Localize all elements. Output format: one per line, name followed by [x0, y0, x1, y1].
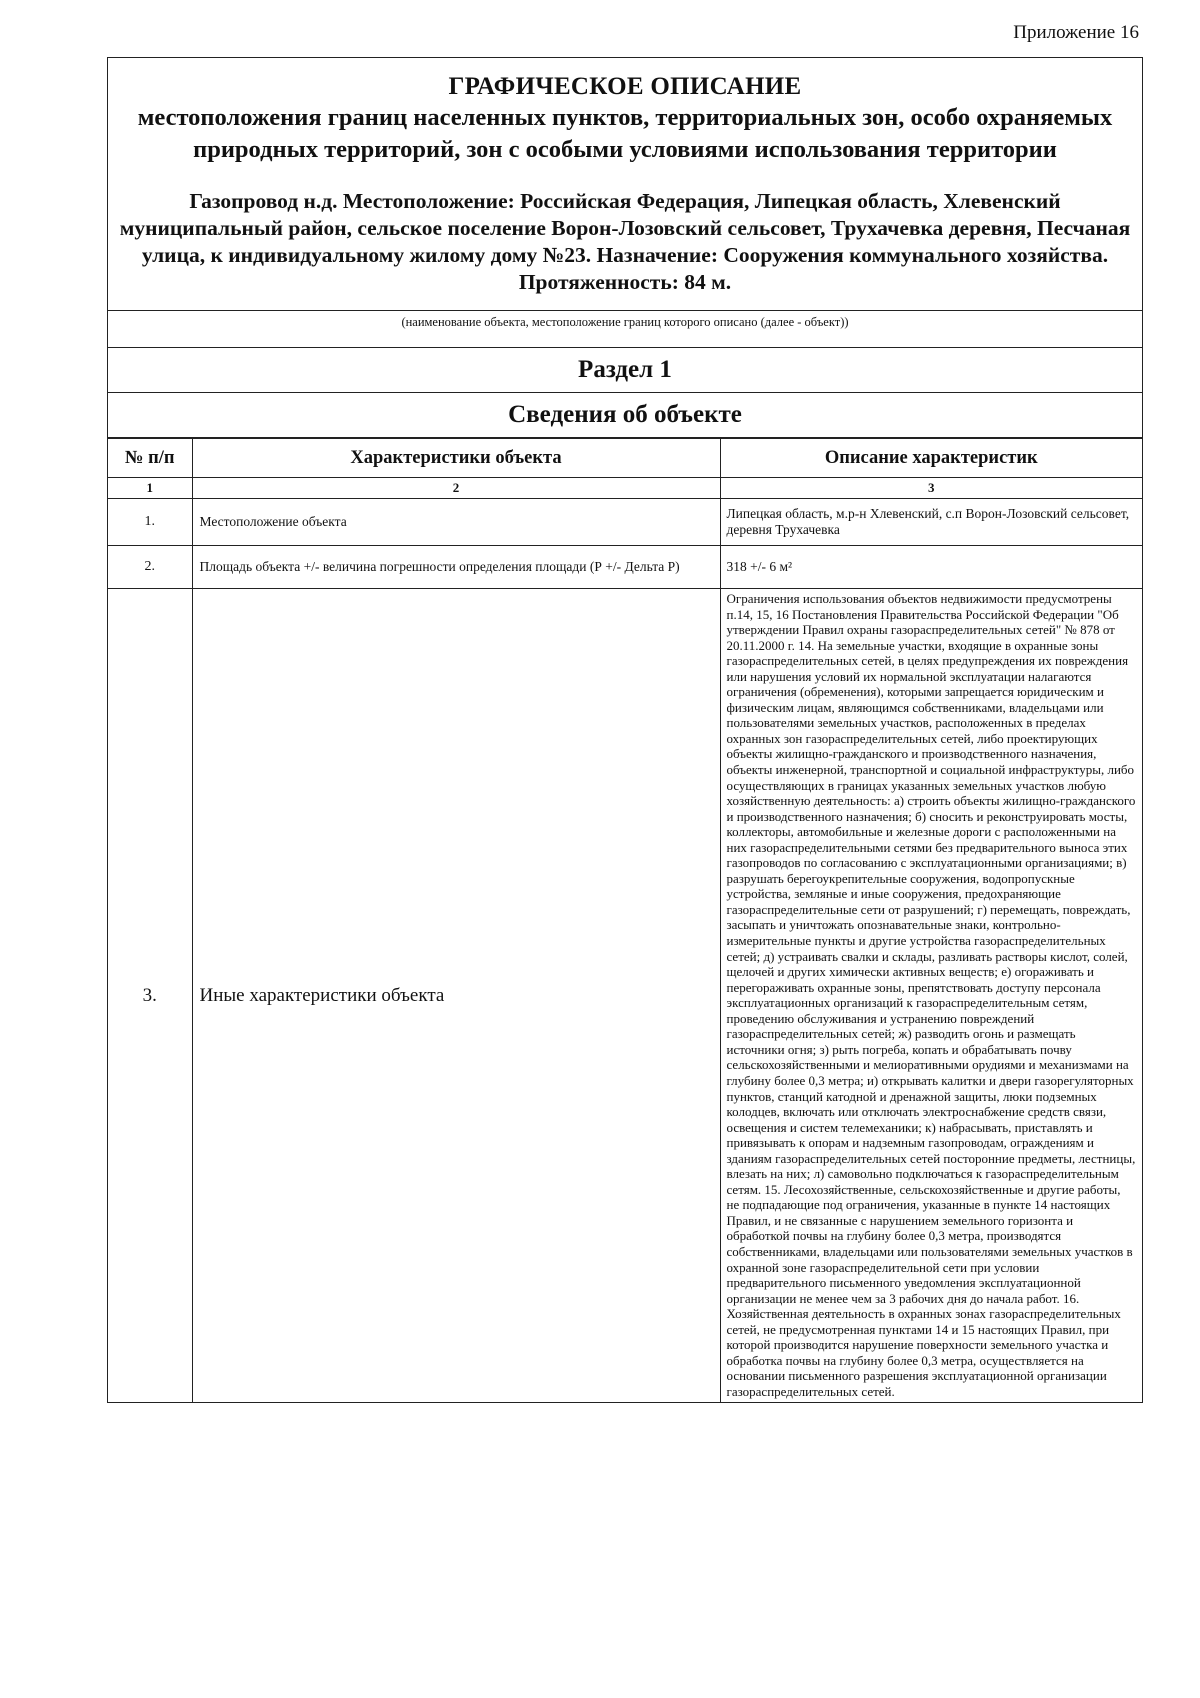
object-info-table [108, 438, 1142, 1403]
row-characteristic: Местоположение объекта [192, 499, 720, 546]
row-description: Ограничения использования объектов недвижимости предусмотрены п.14, 15, 16 Постановления Правительства Российской Федерации "Об утверждении Правил охраны газораспределительных сетей" № 878 от 20.11.2000 г. 14. На земельные участки, входящие в охранные зоны газораспределительных сетей, в целях предупреждения их повреждения или нарушения условий их нормальной эксплуатации налагаются ограничения (обременения), которыми запрещается юридическим и физическим лицам, являющимся собственниками, владельцами или пользователями земельных участков, расположенных в пределах охранных зон газораспределительных сетей, либо проектирующих объекты жилищно-гражданского и производственного назначения, объекты инженерной, транспортной и социальной инфраструктуры, либо осуществляющих в границах указанных земельных участков любую хозяйственную деятельность: а) строить объекты жилищно-гражданского и производственного назначения; б) сносить и реконструировать мосты, коллекторы, автомобильные и железные дороги с расположенными на них газораспределительными сетями без предварительного выноса этих газопроводов по согласованию с эксплуатационными организациями; в) разрушать берегоукрепительные сооружения, водопропускные устройства, земляные и иные сооружения, предохраняющие газораспределительные сети от разрушений; г) перемещать, повреждать, засыпать и уничтожать опознавательные знаки, контрольно-измерительные пункты и другие устройства газораспределительных сетей; д) устраивать свалки и склады, разливать растворы кислот, солей, щелочей и других химически активных веществ; е) огораживать и перегораживать охранные зоны, препятствовать доступу персонала эксплуатационных организаций к газораспределительным сетям, проведению обслуживания и устранению повреждений газораспределительных сетей; ж) разводить огонь и размещать источники огня; з) рыть погреба, копать и обрабатывать почву сельскохозяйственными и мелиоративными орудиями и механизмами на глубину более 0,3 метра; и) открывать калитки и двери газорегуляторных пунктов, станций катодной и дренажной защиты, люки подземных колодцев, включать или отключать электроснабжение средств связи, освещения и систем телемеханики; к) набрасывать, приставлять и привязывать к опорам и надземным газопроводам, ограждениям и зданиям газораспределительных сетей посторонние предметы, лестницы, влезать на них; л) самовольно подключаться к газораспределительным сетям. 15. Лесохозяйственные, сельскохозяйственные и другие работы, не подпадающие под ограничения, указанные в пункте 14 настоящих Правил, и не связанные с нарушением земельного горизонта и обработкой почвы на глубину более 0,3 метра, производятся собственниками, владельцами или пользователями земельных участков в охранной зоне газораспределительной сети при условии предварительного письменного уведомления эксплуатационной организации не менее чем за 3 рабочих дня до начала работ. 16. Хозяйственная деятельность в охранных зонах газораспределительных сетей, не предусмотренная пунктами 14 и 15 настоящих Правил, при которой производится нарушение поверхности земельного участка и обработка почвы на глубину более 0,3 метра, осуществляется на основании письменного разрешения эксплуатационной организации газораспределительных сетей. [720, 589, 1142, 1403]
table-header-row [108, 439, 1142, 478]
document-frame [107, 57, 1143, 1403]
table-index-row [108, 478, 1142, 499]
object-name: Газопровод н.д. Местоположение: Российская Федерация, Липецкая область, Хлевенский муниципальный район, сельское поселение Ворон-Лозовский сельсовет, Трухачевка деревня, Песчаная улица, к индивидуальному жилому дому №23. Назначение: Сооружения коммунального хозяйства. Протяженность: 84 м. [119, 189, 1131, 294]
row-number: 3. [108, 589, 192, 1403]
document-title: ГРАФИЧЕСКОЕ ОПИСАНИЕ [448, 73, 802, 100]
index-cell: 1 [108, 478, 192, 499]
table-row [108, 589, 1142, 1403]
appendix-label: Приложение 16 [1013, 22, 1139, 43]
header-description: Описание характеристик [720, 439, 1142, 478]
row-description: Липецкая область, м.р-н Хлевенский, с.п Ворон-Лозовский сельсовет, деревня Трухачевка [720, 499, 1142, 546]
section-title: Раздел 1 [108, 348, 1142, 393]
row-characteristic: Иные характеристики объекта [192, 589, 720, 1403]
header-characteristic: Характеристики объекта [192, 439, 720, 478]
header-number: № п/п [108, 439, 192, 478]
row-description: 318 +/- 6 м² [720, 546, 1142, 589]
table-row [108, 499, 1142, 546]
row-number: 1. [108, 499, 192, 546]
object-caption: (наименование объекта, местоположение границ которого описано (далее - объект)) [108, 311, 1142, 348]
document-header [108, 58, 1142, 311]
table-row [108, 546, 1142, 589]
row-characteristic: Площадь объекта +/- величина погрешности определения площади (Р +/- Дельта Р) [192, 546, 720, 589]
document-subtitle: местоположения границ населенных пунктов, территориальных зон, особо охраняемых природных территорий, зон с особыми условиями использования территории [137, 104, 1113, 163]
row-number: 2. [108, 546, 192, 589]
section-subtitle: Сведения об объекте [108, 393, 1142, 438]
index-cell: 2 [192, 478, 720, 499]
index-cell: 3 [720, 478, 1142, 499]
